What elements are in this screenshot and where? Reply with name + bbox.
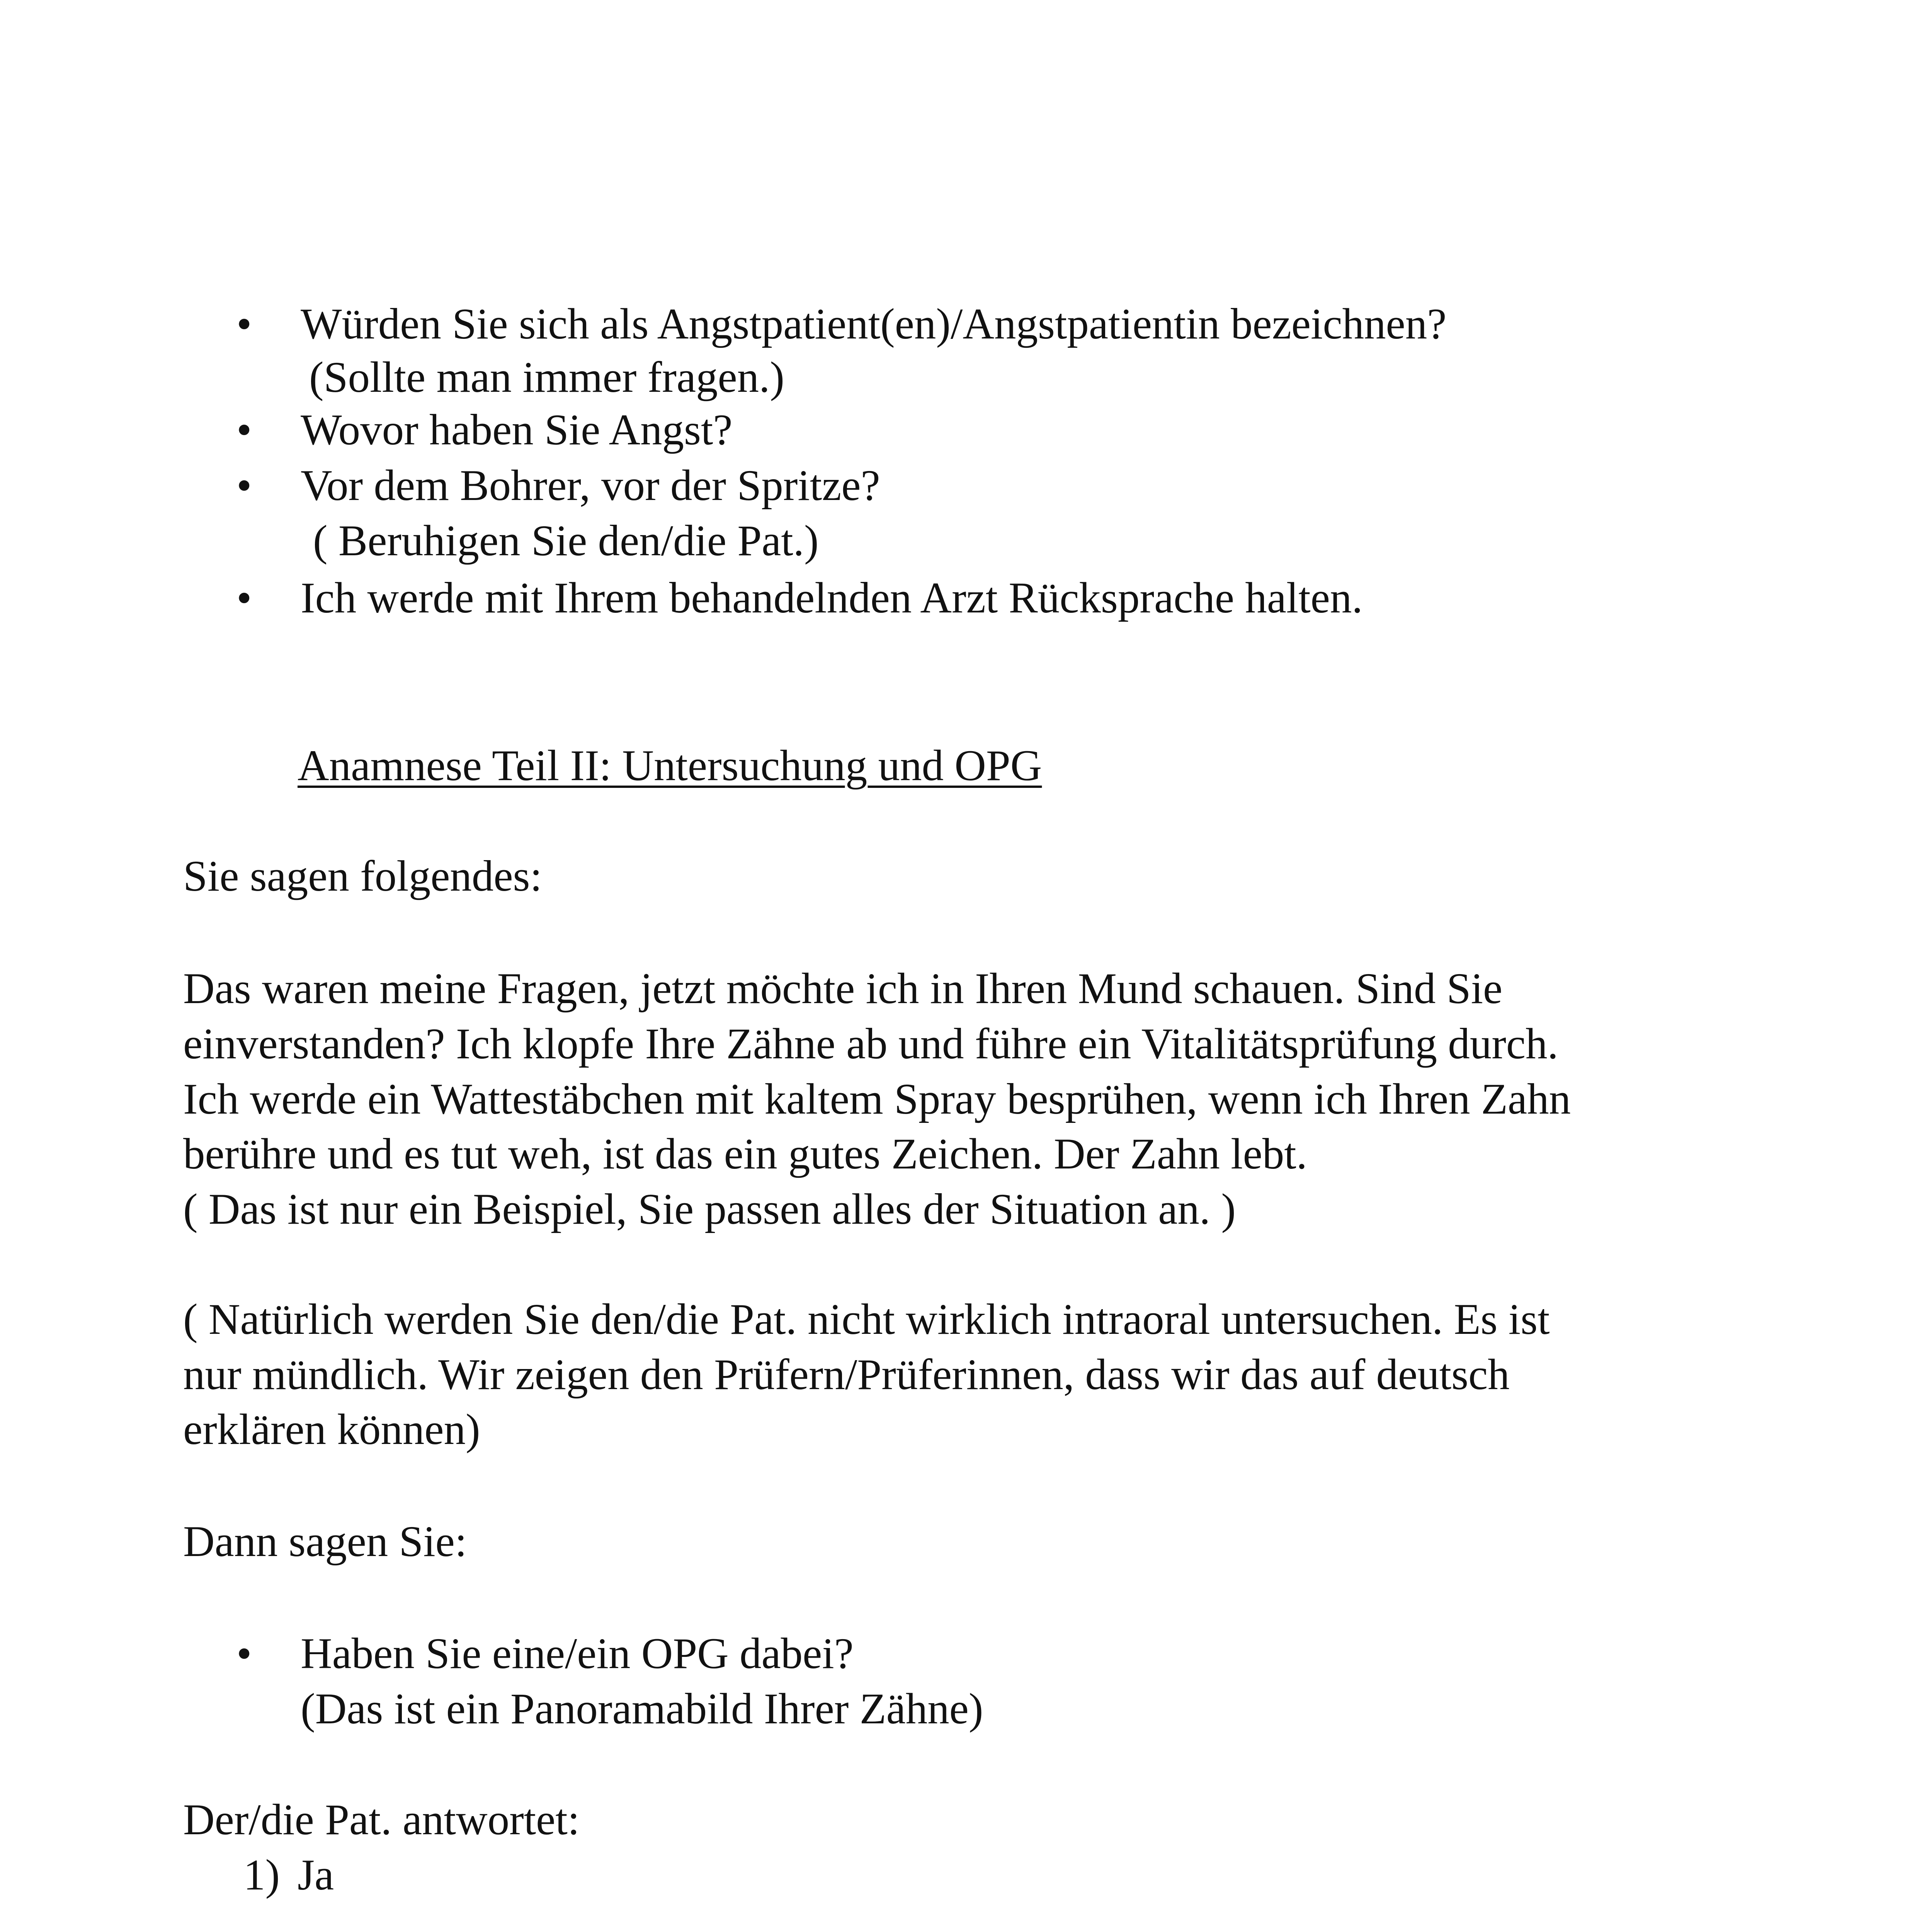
opg-question: Haben Sie eine/ein OPG dabei? (301, 1629, 854, 1678)
intro-text: Sie sagen folgendes: (183, 852, 542, 900)
paragraph-line: ( Natürlich werden Sie den/die Pat. nicht wirklich intraoral untersuchen. Es ist (183, 1295, 1550, 1344)
question-item: Ich werde mit Ihrem behandelnden Arzt Rücksprache halten. (301, 574, 1363, 622)
section-heading: Anamnese Teil II: Untersuchung und OPG (298, 742, 1042, 790)
paragraph-line: berühre und es tut weh, ist das ein gutes Zeichen. Der Zahn lebt. (183, 1130, 1307, 1178)
paragraph-line: Ich werde ein Wattestäbchen mit kaltem Spray besprühen, wenn ich Ihren Zahn (183, 1075, 1571, 1123)
paragraph-line: Das waren meine Fragen, jetzt möchte ich in Ihren Mund schauen. Sind Sie (183, 964, 1503, 1013)
question-item: Vor dem Bohrer, vor der Spritze? (301, 461, 880, 510)
question-note: ( Beruhigen Sie den/die Pat.) (313, 517, 819, 565)
then-say-text: Dann sagen Sie: (183, 1517, 467, 1566)
bullet-marker: • (236, 574, 252, 622)
bullet-marker: • (236, 406, 252, 454)
answer-text: Ja (298, 1851, 334, 1899)
question-item: Würden Sie sich als Angstpatient(en)/Angstpatientin bezeichnen? (301, 300, 1447, 348)
bullet-marker: • (236, 1629, 252, 1678)
paragraph-line: nur mündlich. Wir zeigen den Prüfern/Prüferinnen, dass wir das auf deutsch (183, 1350, 1510, 1399)
answer-number: 1) (243, 1851, 280, 1899)
question-note: (Sollte man immer fragen.) (309, 353, 785, 401)
paragraph-line: erklären können) (183, 1405, 480, 1454)
patient-answers-label: Der/die Pat. antwortet: (183, 1796, 580, 1844)
opg-note: (Das ist ein Panoramabild Ihrer Zähne) (301, 1685, 983, 1733)
bullet-marker: • (236, 300, 252, 348)
bullet-marker: • (236, 461, 252, 510)
paragraph-line: einverstanden? Ich klopfe Ihre Zähne ab und führe ein Vitalitätsprüfung durch. (183, 1020, 1558, 1068)
paragraph-line: ( Das ist nur ein Beispiel, Sie passen alles der Situation an. ) (183, 1185, 1236, 1233)
question-item: Wovor haben Sie Angst? (301, 406, 733, 454)
